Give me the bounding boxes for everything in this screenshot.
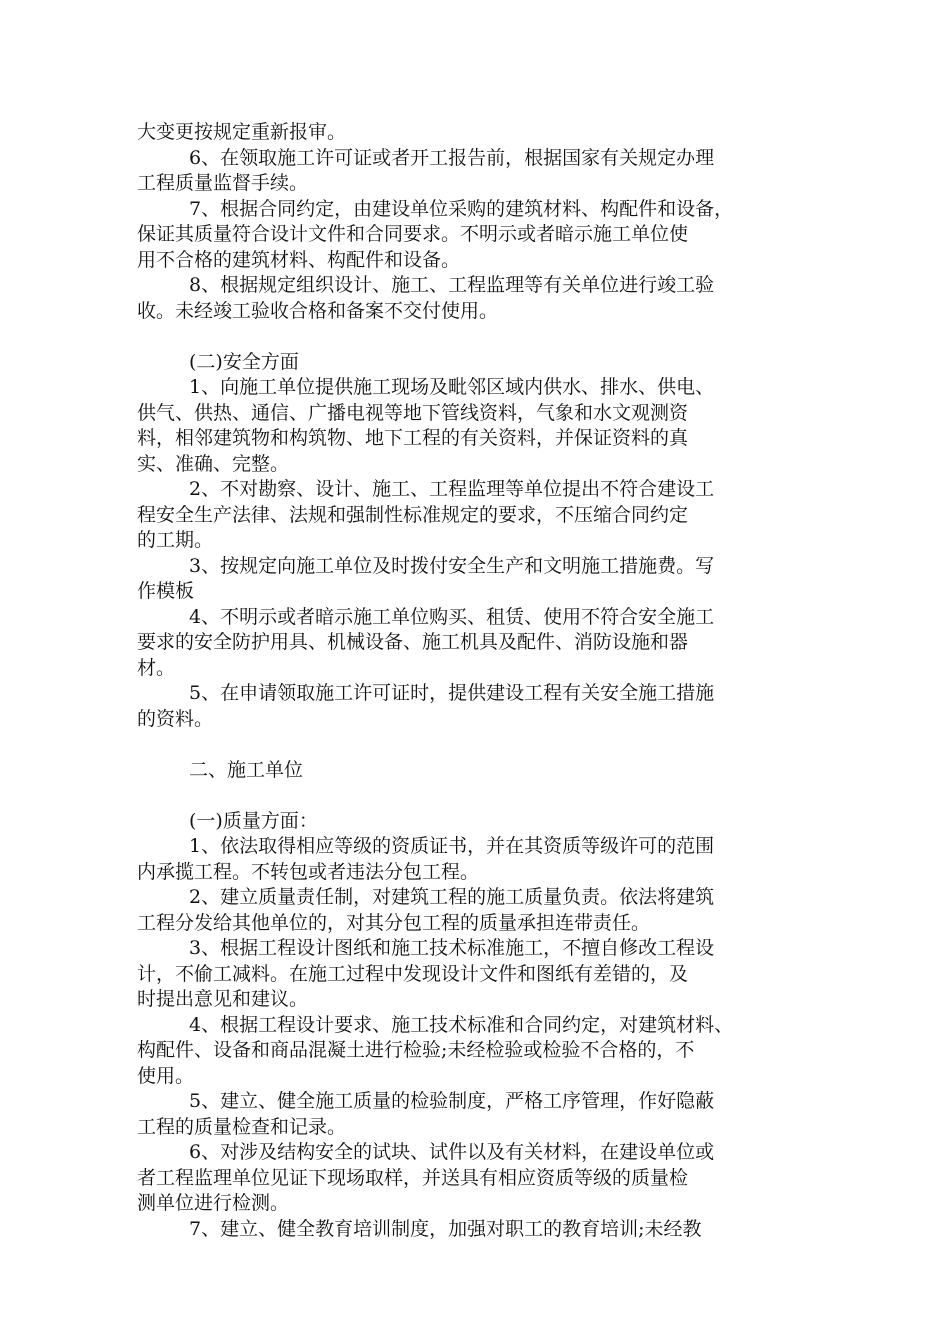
blank-line [137,783,817,809]
text-line: 二、施工单位 [189,758,304,781]
text-line: 1、向施工单位提供施工现场及毗邻区域内供水、排水、供电、 [189,376,715,398]
text-line: 者工程监理单位见证下现场取样，并送具有相应资质等级的质量检 [137,1166,689,1189]
text-line: 实、准确、完整。 [137,452,290,475]
text-line: 5、建立、健全施工质量的检验制度，严格工序管理，作好隐蔽 [189,1090,715,1112]
text-line: 3、根据工程设计图纸和施工技术标准施工，不擅自修改工程设 [189,937,715,959]
text-line: 大变更按规定重新报审。 [137,121,347,143]
text-line: 7、根据合同约定，由建设单位采购的建筑材料、构配件和设备， [189,197,734,220]
text-line: 内承揽工程。不转包或者违法分包工程。 [137,860,480,883]
text-line: 用不合格的建筑材料、构配件和设备。 [137,248,461,271]
text-line: 7、建立、健全教育培训制度，加强对职工的教育培训;未经教 [189,1217,702,1240]
text-line: (一)质量方面： [189,809,318,832]
text-line: 6、对涉及结构安全的试块、试件以及有关材料，在建设单位或 [189,1141,715,1163]
text-line: (二)安全方面 [189,350,299,373]
text-line: 测单位进行检测。 [137,1192,290,1214]
text-line: 要求的安全防护用具、机械设备、施工机具及配件、消防设施和器 [137,631,689,653]
blank-line [137,732,817,758]
text-line: 8、根据规定组织设计、施工、工程监理等有关单位进行竣工验 [189,274,715,296]
text-line: 料，相邻建筑物和构筑物、地下工程的有关资料，并保证资料的真 [137,427,689,449]
text-line: 工程质量监督手续。 [137,172,309,194]
document-body [137,120,817,1242]
text-line: 6、在领取施工许可证或者开工报告前，根据国家有关规定办理 [189,146,715,169]
text-line: 收。未经竣工验收合格和备案不交付使用。 [137,299,499,322]
text-line: 保证其质量符合设计文件和合同要求。不明示或者暗示施工单位使 [137,223,689,245]
text-line: 5、在申请领取施工许可证时，提供建设工程有关安全施工措施 [189,682,715,704]
text-line: 供气、供热、通信、广播电视等地下管线资料，气象和水文观测资 [137,401,689,424]
text-line: 工程分发给其他单位的，对其分包工程的质量承担连带责任。 [137,911,651,934]
text-line: 的资料。 [137,707,214,730]
text-line: 程安全生产法律、法规和强制性标准规定的要求，不压缩合同约定 [137,503,689,526]
text-line: 1、依法取得相应等级的资质证书，并在其资质等级许可的范围 [189,835,715,857]
text-line: 作模板 [137,580,195,602]
text-line: 材。 [137,656,176,679]
text-line: 工程的质量检查和记录。 [137,1115,347,1138]
document-page [137,120,817,1242]
text-line: 2、建立质量责任制，对建筑工程的施工质量负责。依法将建筑 [189,886,715,908]
text-line: 4、根据工程设计要求、施工技术标准和合同约定，对建筑材料、 [189,1013,734,1036]
text-line: 4、不明示或者暗示施工单位购买、租赁、使用不符合安全施工 [189,605,715,628]
text-line: 3、按规定向施工单位及时拨付安全生产和文明施工措施费。写 [189,554,715,577]
blank-line [137,324,817,350]
text-line: 2、不对勘察、设计、施工、工程监理等单位提出不符合建设工 [189,478,715,500]
text-line: 时提出意见和建议。 [137,988,309,1010]
text-line: 的工期。 [137,529,214,551]
text-line: 计，不偷工减料。在施工过程中发现设计文件和图纸有差错的，及 [137,962,689,985]
text-line: 使用。 [137,1064,195,1087]
text-line: 构配件、设备和商品混凝土进行检验;未经检验或检验不合格的，不 [137,1039,695,1061]
